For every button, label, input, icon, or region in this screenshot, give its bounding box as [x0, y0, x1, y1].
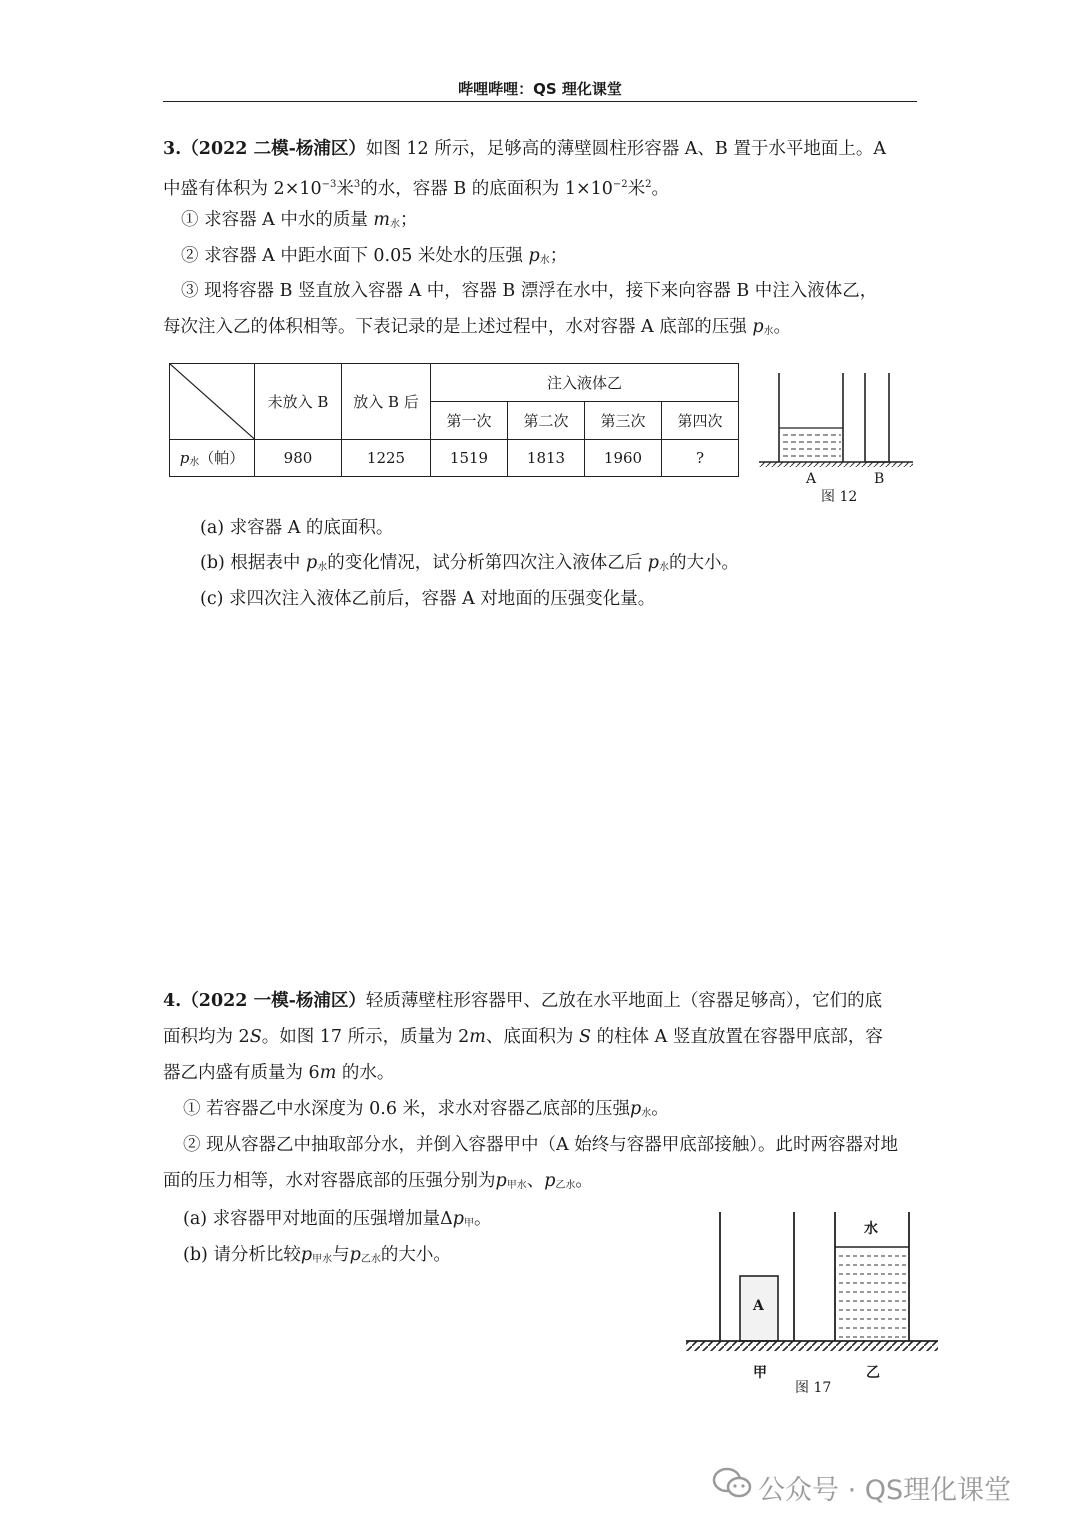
q4-intro2-var3: S	[578, 1027, 591, 1047]
q3-intro1: 如图 12 所示，足够高的薄壁圆柱形容器 A、B 置于水平地面上。A	[365, 139, 886, 159]
q4-intro-line2	[163, 1026, 883, 1048]
q3-intro-line1	[163, 138, 886, 160]
q3-item1	[181, 209, 418, 236]
q4-item2-var1: p	[495, 1171, 507, 1191]
q4-sub-a-sub: 甲	[464, 1218, 474, 1229]
figure-17-label-jia: 甲	[753, 1365, 767, 1381]
q3-item2-var: p	[528, 246, 540, 266]
q3-item3-end: 。	[773, 317, 792, 337]
row-label-unit: （帕）	[199, 449, 245, 468]
q3-item1-var: m	[373, 210, 391, 230]
q4-intro1: 轻质薄壁柱形容器甲、乙放在水平地面上（容器足够高），它们的底	[365, 991, 883, 1011]
q4-sub-b-text: (b) 请分析比较	[183, 1245, 301, 1265]
q4-item1	[183, 1098, 669, 1125]
q3-item2-end: ；	[549, 246, 568, 266]
q3-item3-var: p	[752, 317, 764, 337]
table-cell: 1225	[342, 439, 431, 476]
q4-intro2c: 、底面积为	[485, 1027, 574, 1047]
watermark-text: 公众号 · QS理化课堂	[758, 1475, 1012, 1506]
row-label-sub: 水	[189, 457, 200, 469]
q3-item1-text: ① 求容器 A 中水的质量	[181, 210, 368, 230]
q3-exp1: −3	[321, 179, 337, 190]
q4-item2-line1	[183, 1134, 898, 1156]
table-header-placed: 放入 B 后	[342, 364, 431, 440]
q3-item3-sub: 水	[763, 326, 774, 337]
q3-sub-b	[200, 552, 739, 579]
table-subheader-3: 第三次	[585, 402, 662, 439]
header-rule	[163, 101, 917, 102]
q4-item2-sub2: 乙水	[555, 1180, 576, 1191]
q4-item2-sep: 、	[526, 1171, 545, 1191]
q3-sub-b1: (b) 根据表中	[200, 553, 301, 573]
q3-source: （2022 二模-杨浦区）	[181, 139, 366, 159]
q4-item1-text: ① 若容器乙中水深度为 0.6 米，求水对容器乙底部的压强	[183, 1099, 631, 1119]
table-row	[170, 439, 739, 476]
figure-17-block-label: A	[753, 1298, 764, 1314]
q3-pressure-table	[169, 363, 739, 477]
q4-sub-b-var2: p	[349, 1245, 361, 1265]
q3-item1-sub: 水	[390, 219, 401, 230]
q4-intro2-var: S	[249, 1027, 262, 1047]
q3-sub-b2: 的变化情况，试分析第四次注入液体乙后	[327, 553, 643, 573]
table-subheader-1: 第一次	[431, 402, 508, 439]
q4-intro2a: 面积均为 2	[163, 1027, 250, 1047]
q3-item2-sub: 水	[539, 255, 550, 266]
q4-sub-a-var: p	[452, 1209, 464, 1229]
q4-intro2b: 。如图 17 所示，质量为 2	[261, 1027, 470, 1047]
q4-sub-b-end: 的大小。	[380, 1245, 451, 1265]
q3-item3-line1	[181, 280, 877, 302]
q3-item3a: ③ 现将容器 B 竖直放入容器 A 中，容器 B 漂浮在水中，接下来向容器 B 中注入液体乙，	[181, 281, 878, 301]
q3-item3-line2	[163, 316, 791, 343]
q4-item2-end: 。	[575, 1171, 593, 1191]
q4-sub-b-mid: 与	[332, 1245, 350, 1265]
q3-sub-b-sub2: 水	[658, 562, 669, 573]
figure-17-caption: 图 17	[795, 1380, 832, 1396]
q4-item2-line2	[163, 1170, 593, 1197]
q3-number: 3.	[163, 139, 182, 159]
figure-12-label-a: A	[806, 471, 817, 487]
q4-intro3b: 的水。	[341, 1063, 395, 1083]
q4-intro-line1	[163, 990, 882, 1012]
q3-sub-c: (c) 求四次注入液体乙前后，容器 A 对地面的压强变化量。	[200, 589, 656, 609]
q4-sub-a-text: (a) 求容器甲对地面的压强增加量Δ	[183, 1209, 453, 1229]
q3-sub-a: (a) 求容器 A 的底面积。	[200, 518, 394, 538]
table-header-unplaced: 未放入 B	[255, 364, 342, 440]
q4-item2b: 面的压力相等，水对容器底部的压强分别为	[163, 1171, 496, 1191]
q4-item2a: ② 现从容器乙中抽取部分水，并倒入容器甲中（A 始终与容器甲底部接触）。此时两容器对地	[183, 1135, 899, 1155]
table-cell: 1813	[508, 439, 585, 476]
q3-intro2b: 米	[336, 178, 354, 199]
q4-intro2d: 的柱体 A 竖直放置在容器甲底部，容	[596, 1027, 883, 1047]
q3-item2-text: ② 求容器 A 中距水面下 0.05 米处水的压强	[181, 246, 523, 266]
q4-sub-a	[183, 1208, 492, 1235]
q3-sub-b-var2: p	[647, 553, 659, 573]
table-cell: ?	[662, 439, 739, 476]
figure-12-label-b: B	[874, 471, 885, 487]
q4-number: 4.	[163, 991, 182, 1011]
table-subheader-2: 第二次	[508, 402, 585, 439]
q4-intro-line3	[163, 1062, 394, 1084]
q3-intro2c: 的水，容器 B 的底面积为 1×10	[360, 178, 613, 199]
q4-intro3-var: m	[319, 1063, 337, 1083]
table-subheader-4: 第四次	[662, 402, 739, 439]
q4-item2-sub1: 甲水	[506, 1180, 527, 1191]
q3-item1-end: ；	[400, 210, 418, 230]
figure-17-label-yi: 乙	[866, 1365, 880, 1381]
row-label-var: p	[179, 449, 190, 468]
q3-exp3: −2	[612, 179, 628, 190]
figure-17-water-label: 水	[864, 1221, 878, 1237]
q4-intro2-var2: m	[469, 1027, 486, 1047]
table-cell: 1519	[431, 439, 508, 476]
page-header-title: 哔哩哔哩：QS 理化课堂	[458, 80, 622, 98]
q4-sub-b	[183, 1244, 451, 1271]
q4-item2-var2: p	[544, 1171, 556, 1191]
q4-sub-b-var1: p	[300, 1245, 313, 1265]
table-header-inject: 注入液体乙	[431, 364, 739, 402]
q4-item1-var: p	[630, 1099, 642, 1119]
q3-sub-b-sub1: 水	[317, 562, 328, 573]
q3-sub-b3: 的大小。	[668, 553, 739, 573]
q4-sub-a-end: 。	[474, 1209, 492, 1229]
figure-12-diagram	[755, 370, 915, 470]
figure-12-caption: 图 12	[821, 489, 858, 505]
q3-intro2e: 。	[651, 178, 670, 199]
table-diagonal-cell	[170, 364, 255, 440]
q4-sub-b-sub1: 甲水	[312, 1254, 333, 1265]
q4-sub-b-sub2: 乙水	[360, 1254, 381, 1265]
q3-exp4: 2	[645, 179, 652, 190]
q3-intro2d: 米	[627, 178, 646, 199]
q3-sub-b-var1: p	[306, 553, 318, 573]
q4-item1-sub: 水	[641, 1108, 652, 1119]
q3-exp2: 3	[353, 179, 361, 190]
table-cell: 1960	[585, 439, 662, 476]
wechat-icon	[712, 1466, 752, 1500]
table-cell: 980	[255, 439, 342, 476]
q4-item1-end: 。	[651, 1099, 669, 1119]
q3-item2	[181, 245, 567, 272]
figure-17-diagram	[684, 1210, 940, 1360]
table-row-label	[170, 439, 255, 476]
q4-intro3a: 器乙内盛有质量为 6	[163, 1063, 320, 1083]
q3-intro-line2	[163, 174, 669, 200]
q3-intro2a: 中盛有体积为 2×10	[163, 178, 322, 199]
q3-item3b: 每次注入乙的体积相等。下表记录的是上述过程中，水对容器 A 底部的压强	[163, 317, 747, 337]
q4-source: （2022 一模-杨浦区）	[181, 991, 366, 1011]
